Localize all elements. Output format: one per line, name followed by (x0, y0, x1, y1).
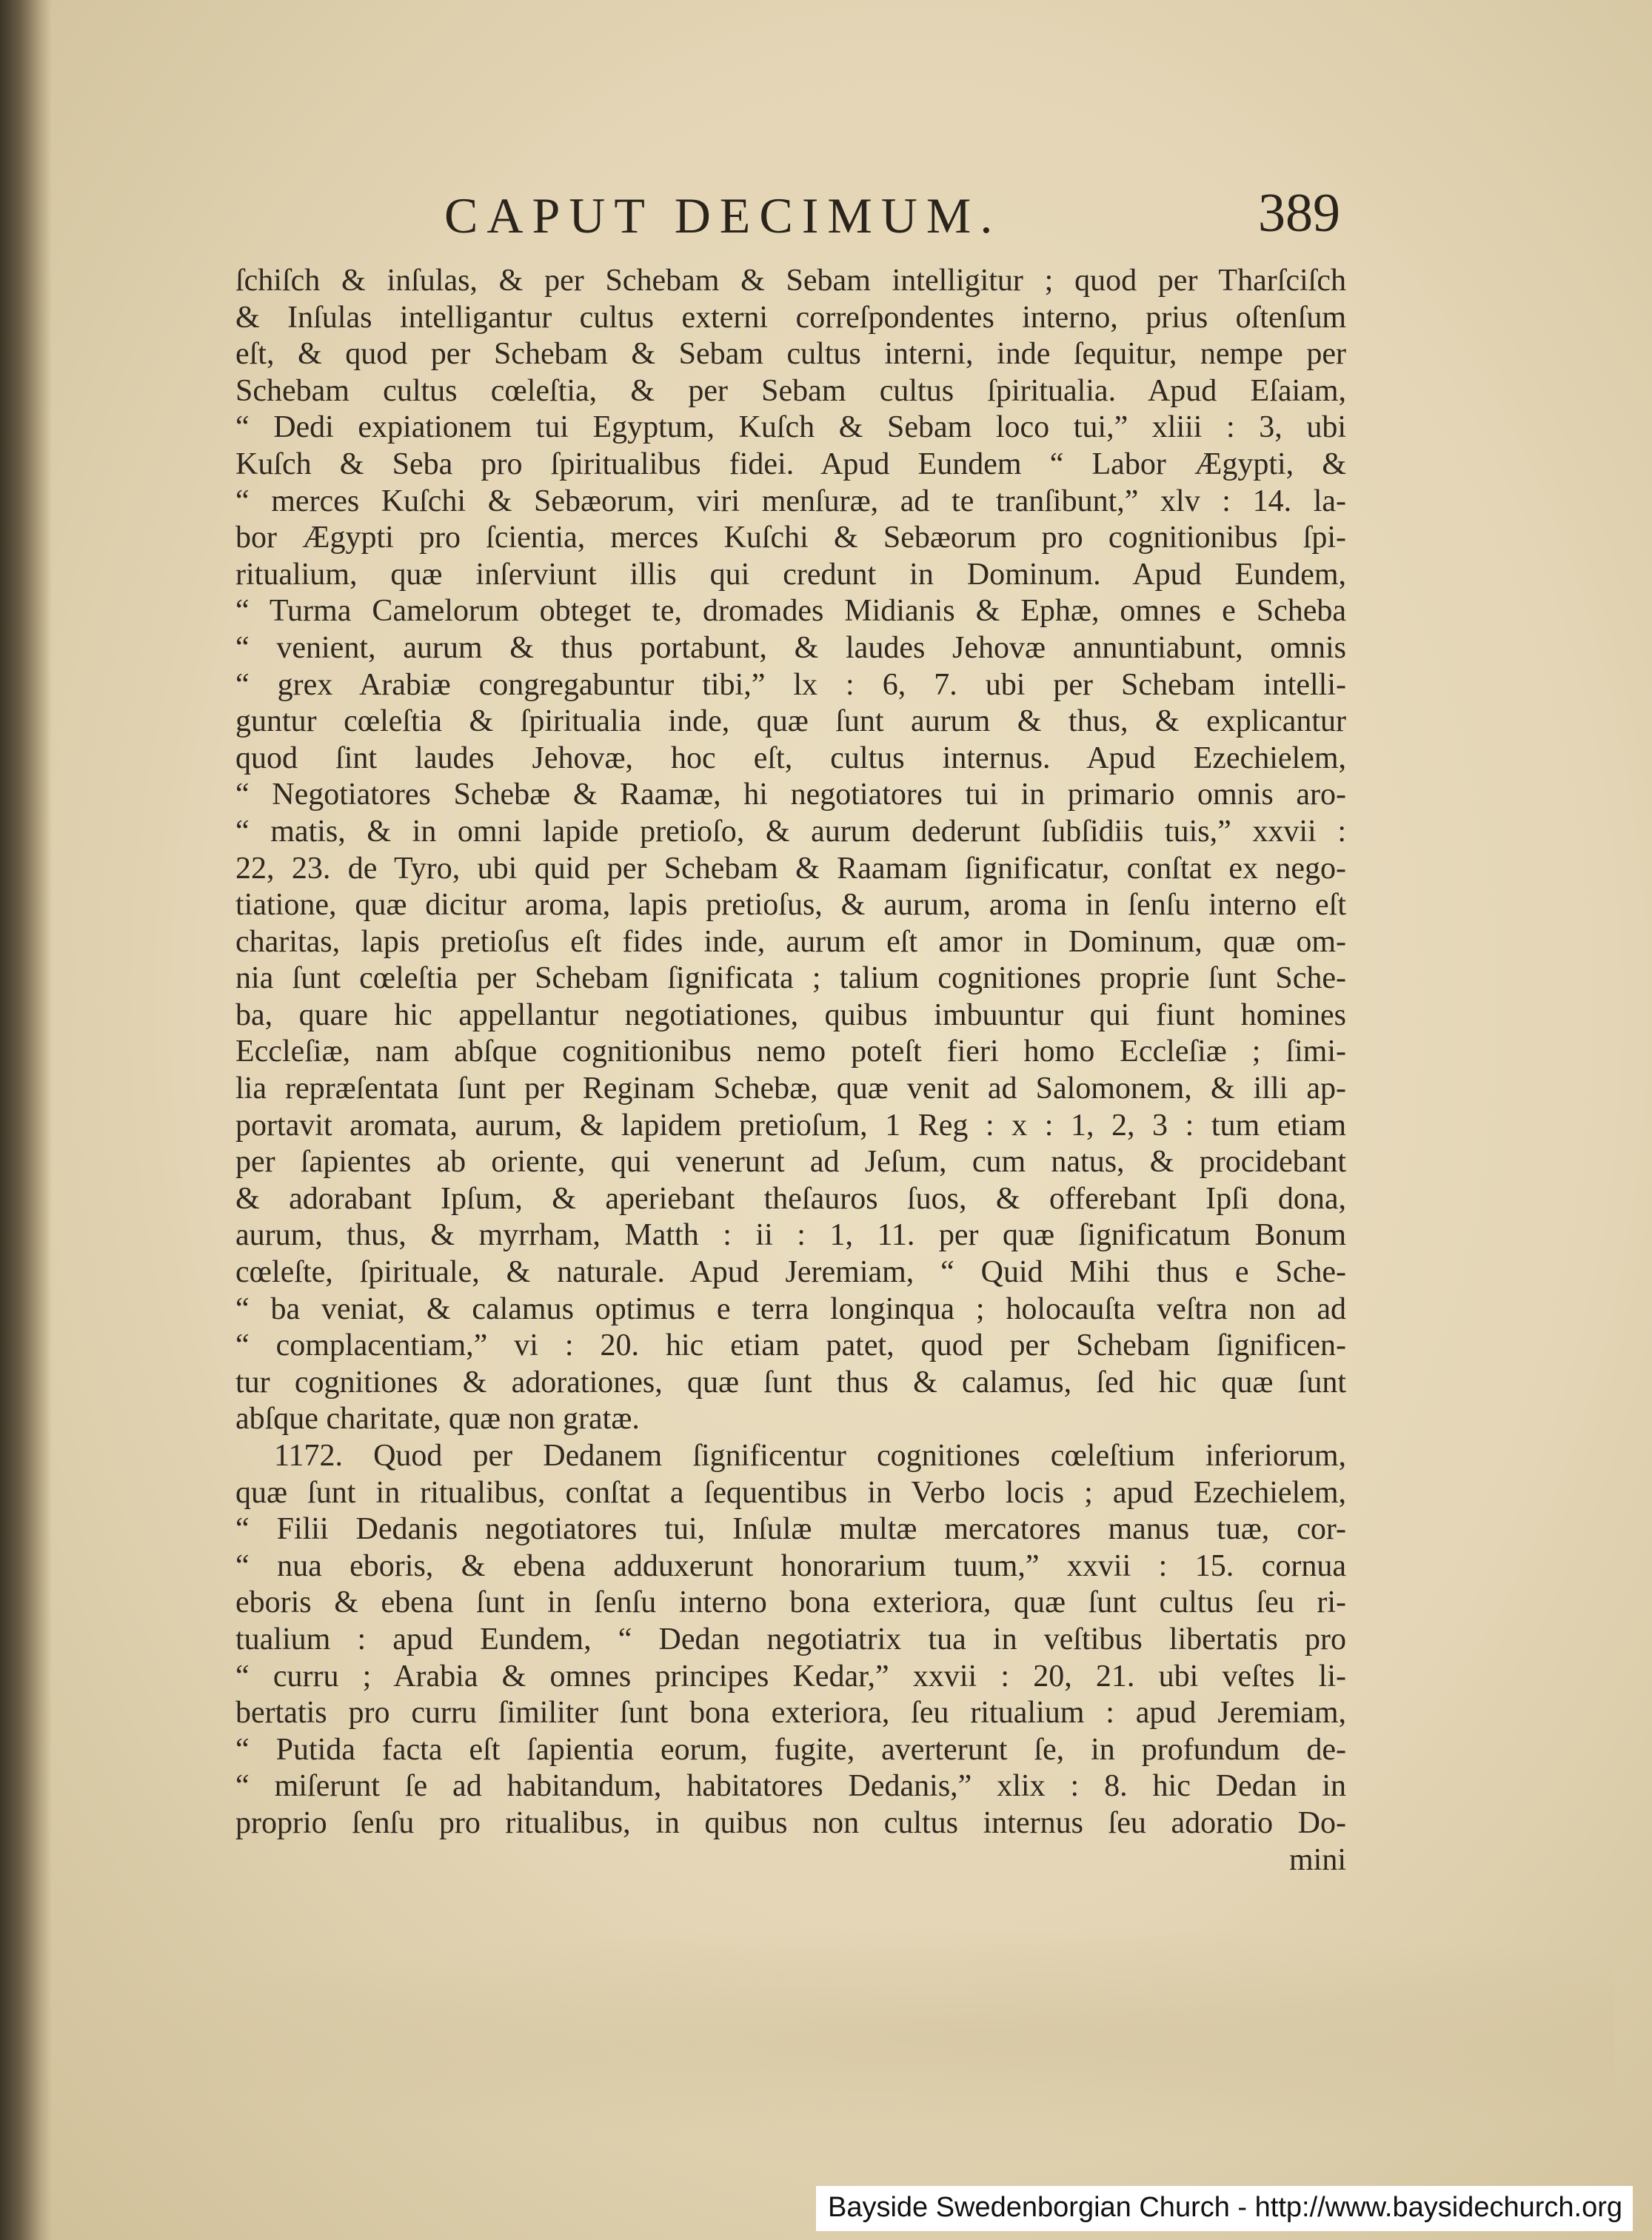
text-line: eboris & ebena ſunt in ſenſu interno bona exteriora, quæ ſunt cultus ſeu ri- (235, 1585, 1346, 1620)
text-line: “ Negotiatores Schebæ & Raamæ, hi negotiatores tui in primario omnis aro- (235, 778, 1346, 812)
text-line: “ matis, & in omni lapide pretioſo, & aurum dederunt ſubſidiis tuis,” xxvii : (235, 814, 1346, 849)
text-line: “ curru ; Arabia & omnes principes Kedar,” xxvii : 20, 21. ubi veſtes li- (235, 1659, 1346, 1694)
text-line: & adorabant Ipſum, & aperiebant theſauros ſuos, & offerebant Ipſi dona, (235, 1181, 1346, 1216)
text-line: Kuſch & Seba pro ſpiritualibus fidei. Apud Eundem “ Labor Ægypti, & (235, 447, 1346, 481)
text-line: ſchiſch & inſulas, & per Schebam & Sebam intelligitur ; quod per Tharſciſch (235, 264, 1346, 298)
text-line: nia ſunt cœleſtia per Schebam ſignificata ; talium cognitiones proprie ſunt Sche- (235, 961, 1346, 996)
body-text (235, 263, 1346, 1879)
text-line: cœleſte, ſpirituale, & naturale. Apud Jeremiam, “ Quid Mihi thus e Sche- (235, 1255, 1346, 1290)
text-line: 22, 23. de Tyro, ubi quid per Schebam & Raamam ſignificatur, conſtat ex nego- (235, 851, 1346, 886)
watermark-credit: Bayside Swedenborgian Church - http://www.baysidechurch.org (816, 2186, 1633, 2231)
book-spine-shadow (0, 0, 52, 2240)
text-line: ritualium, quæ inſerviunt illis qui credunt in Dominum. Apud Eundem, (235, 557, 1346, 592)
text-line: proprio ſenſu pro ritualibus, in quibus non cultus internus ſeu adoratio Do- (235, 1805, 1346, 1840)
paper-stain (59, 1925, 1614, 2147)
text-line: ba, quare hic appellantur negotiationes, quibus imbuuntur qui fiunt homines (235, 997, 1346, 1032)
text-line: tur cognitiones & adorationes, quæ ſunt thus & calamus, ſed hic quæ ſunt (235, 1365, 1346, 1400)
text-line: “ Filii Dedanis negotiatores tui, Inſulæ multæ mercatores manus tuæ, cor- (235, 1512, 1346, 1547)
text-line: charitas, lapis pretioſus eſt fides inde, aurum eſt amor in Dominum, quæ om- (235, 924, 1346, 959)
text-line: bor Ægypti pro ſcientia, merces Kuſchi & Sebæorum pro cognitionibus ſpi- (235, 521, 1346, 555)
text-line: abſque charitate, quæ non gratæ. (235, 1402, 640, 1437)
text-line: “ miſerunt ſe ad habitandum, habitatores Dedanis,” xlix : 8. hic Dedan in (235, 1769, 1346, 1804)
text-line: bertatis pro curru ſimiliter ſunt bona exteriora, ſeu ritualium : apud Jeremiam, (235, 1696, 1346, 1731)
paragraph-start-line: 1172. Quod per Dedanem ſignificentur cognitiones cœleſtium inferiorum, (274, 1439, 1346, 1473)
text-line: tualium : apud Eundem, “ Dedan negotiatrix tua in veſtibus libertatis pro (235, 1622, 1346, 1656)
text-line: quod ſint laudes Jehovæ, hoc eſt, cultus internus. Apud Ezechielem, (235, 740, 1346, 775)
text-line: “ venient, aurum & thus portabunt, & laudes Jehovæ annuntiabunt, omnis (235, 630, 1346, 665)
text-line: per ſapientes ab oriente, qui venerunt ad Jeſum, cum natus, & procidebant (235, 1145, 1346, 1180)
text-line: & Inſulas intelligantur cultus externi correſpondentes interno, prius oſtenſum (235, 300, 1346, 335)
text-line: aurum, thus, & myrrham, Matth : ii : 1, 11. per quæ ſignificatum Bonum (235, 1218, 1346, 1253)
text-line: Eccleſiæ, nam abſque cognitionibus nemo poteſt fieri homo Eccleſiæ ; ſimi- (235, 1034, 1346, 1069)
text-line: lia repræſentata ſunt per Reginam Schebæ, quæ venit ad Salomonem, & illi ap- (235, 1071, 1346, 1106)
text-line: tiatione, quæ dicitur aroma, lapis pretioſus, & aurum, aroma in ſenſu interno eſt (235, 888, 1346, 923)
text-line: guntur cœleſtia & ſpiritualia inde, quæ ſunt aurum & thus, & explicantur (235, 704, 1346, 739)
running-title: CAPUT DECIMUM. (444, 187, 1002, 244)
text-line: “ ba veniat, & calamus optimus e terra longinqua ; holocauſta veſtra non ad (235, 1291, 1346, 1326)
text-line: “ Turma Camelorum obteget te, dromades Midianis & Ephæ, omnes e Scheba (235, 594, 1346, 629)
text-line: “ nua eboris, & ebena adduxerunt honorarium tuum,” xxvii : 15. cornua (235, 1548, 1346, 1583)
text-line: “ Dedi expiationem tui Egyptum, Kuſch & Sebam loco tui,” xliii : 3, ubi (235, 410, 1346, 445)
page-number: 389 (1258, 183, 1340, 244)
text-line: “ complacentiam,” vi : 20. hic etiam patet, quod per Schebam ſignificen- (235, 1328, 1346, 1363)
text-line: “ grex Arabiæ congregabuntur tibi,” lx : 6, 7. ubi per Schebam intelli- (235, 667, 1346, 702)
text-line: “ Putida facta eſt ſapientia eorum, fugite, averterunt ſe, in profundum de- (235, 1732, 1346, 1767)
text-line: Schebam cultus cœleſtia, & per Sebam cultus ſpiritualia. Apud Eſaiam, (235, 373, 1346, 408)
text-line: portavit aromata, aurum, & lapidem pretioſum, 1 Reg : x : 1, 2, 3 : tum etiam (235, 1108, 1346, 1143)
page-header (444, 183, 1340, 246)
text-line: “ merces Kuſchi & Sebæorum, viri menſuræ, ad te tranſibunt,” xlv : 14. la- (235, 484, 1346, 518)
text-line: quæ ſunt in ritualibus, conſtat a ſequentibus in Verbo locis ; apud Ezechielem, (235, 1475, 1346, 1510)
catchword: mini (1288, 1842, 1346, 1877)
text-line: eſt, & quod per Schebam & Sebam cultus interni, inde ſequitur, nempe per (235, 337, 1346, 372)
